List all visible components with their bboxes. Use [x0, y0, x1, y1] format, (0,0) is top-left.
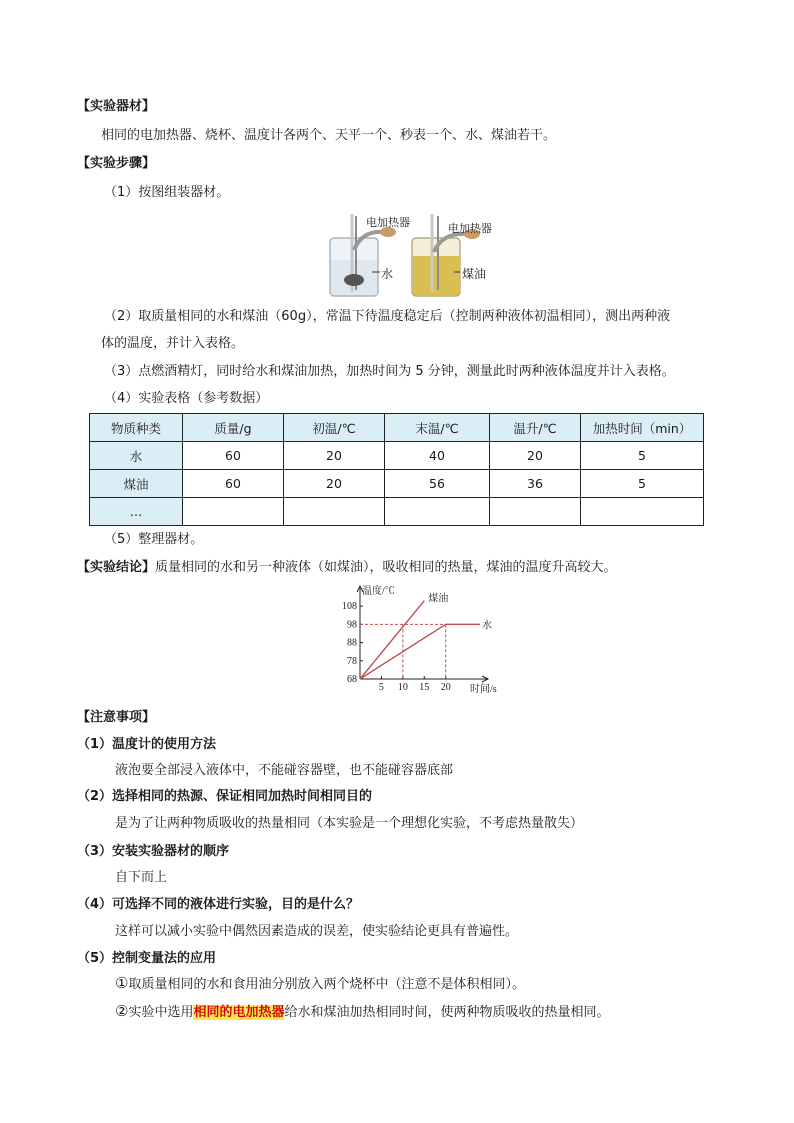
table-cell: 煤油: [90, 470, 183, 498]
steps-heading: 【实验步骤】: [77, 156, 156, 171]
sub-2-highlight: 相同的电加热器: [193, 1005, 285, 1020]
table-cell: 20: [284, 470, 385, 498]
note-1-title: （1）温度计的使用方法: [77, 737, 217, 752]
x-axis-label: 时间/s: [470, 684, 497, 695]
conclusion-text: 质量相同的水和另一种液体（如煤油），吸收相同的热量，煤油的温度升高较大。: [155, 560, 617, 575]
table-cell: 5: [581, 470, 704, 498]
materials-text: 相同的电加热器、烧杯、温度计各两个、天平一个、秒表一个、水、煤油若干。: [101, 128, 557, 143]
y-tick-label: 108: [342, 601, 357, 613]
conclusion: [77, 556, 617, 575]
table-cell: 水: [90, 442, 183, 470]
y-tick-label: 98: [347, 619, 357, 631]
y-tick-label: 88: [347, 637, 357, 649]
note-2-title: （2）选择相同的热源、保证相同加热时间相同目的: [77, 789, 373, 804]
note-5-sub-1: [115, 973, 525, 992]
table-cell: [385, 498, 490, 526]
table-cell: [490, 498, 581, 526]
step-3: （3）点燃酒精灯，同时给水和煤油加热，加热时间为 5 分钟，测量此时两种液体温度并计入表格。: [104, 364, 675, 379]
table-cell: [284, 498, 385, 526]
note-5-sub-2: [115, 1001, 610, 1020]
step-5: （5）整理器材。: [104, 532, 204, 547]
y-axis-label: 温度/℃: [362, 586, 395, 597]
x-tick-label: 15: [419, 682, 430, 693]
note-1-body: 液泡要全部浸入液体中，不能碰容器壁，也不能碰容器底部: [115, 763, 454, 778]
y-tick-label: 78: [347, 655, 357, 667]
step-2-line-2: 体的温度，并计入表格。: [101, 336, 245, 351]
series-line: [360, 601, 424, 679]
label-oil: 煤油: [462, 267, 487, 281]
table-header-cell: 质量/g: [183, 414, 284, 442]
note-5-title: （5）控制变量法的应用: [77, 951, 217, 966]
note-4-body: 这样可以减小实验中偶然因素造成的误差，使实验结论更具有普遍性。: [115, 924, 519, 939]
x-tick-label: 10: [397, 682, 408, 693]
sub-2-pre: 实验中选用: [128, 1005, 194, 1020]
table-cell: 36: [490, 470, 581, 498]
y-tick-label: 68: [347, 674, 357, 685]
sub-1-text: 取质量相同的水和食用油分别放入两个烧杯中（注意不是体积相同）。: [128, 977, 525, 992]
table-cell: …: [90, 498, 183, 526]
table-cell: 60: [183, 470, 284, 498]
table-header-cell: 末温/℃: [385, 414, 490, 442]
note-2-body: 是为了让两种物质吸收的热量相同（本实验是一个理想化实验，不考虑热量散失）: [115, 816, 584, 831]
table-cell: 60: [183, 442, 284, 470]
table-header-cell: 物质种类: [90, 414, 183, 442]
step-4: （4）实验表格（参考数据）: [104, 391, 269, 406]
series-label-water: 水: [482, 620, 492, 632]
conclusion-heading: 【实验结论】: [77, 560, 156, 575]
table-cell: 20: [284, 442, 385, 470]
notes-heading: 【注意事项】: [77, 710, 156, 725]
table-header-cell: 初温/℃: [284, 414, 385, 442]
sub-1-marker: ①: [115, 974, 129, 992]
note-3-body: 自下而上: [115, 870, 168, 885]
step-2-line-1: （2）取质量相同的水和煤油（60g），常温下待温度稳定后（控制两种液体初温相同），测出两种液: [104, 309, 671, 324]
table-cell: 5: [581, 442, 704, 470]
step-1: （1）按图组装器材。: [104, 185, 230, 200]
table-row: [90, 498, 704, 526]
x-tick-label: 5: [378, 682, 384, 693]
series-line: [360, 624, 480, 679]
x-tick-label: 20: [440, 682, 451, 693]
table-cell: 20: [490, 442, 581, 470]
table-header-cell: 加热时间（min）: [581, 414, 704, 442]
note-3-title: （3）安装实验器材的顺序: [77, 844, 230, 859]
table-row: [90, 470, 704, 498]
note-4-title: （4）可选择不同的液体进行实验，目的是什么？: [77, 897, 360, 912]
table-header-row: [90, 414, 704, 442]
table-cell: 56: [385, 470, 490, 498]
table-cell: [183, 498, 284, 526]
materials-heading: 【实验器材】: [77, 99, 156, 114]
data-table: [89, 413, 704, 526]
series-label-oil: 煤油: [428, 593, 449, 605]
label-heater-right: 电加热器: [448, 222, 492, 235]
table-cell: 40: [385, 442, 490, 470]
temperature-chart: [330, 582, 497, 696]
table-row: [90, 442, 704, 470]
table-cell: [581, 498, 704, 526]
label-water: 水: [381, 267, 394, 281]
sub-2-marker: ②: [115, 1002, 129, 1020]
sub-2-post: 给水和煤油加热相同时间，使两种物质吸收的热量相同。: [284, 1005, 610, 1020]
label-heater-left: 电加热器: [366, 216, 410, 229]
table-header-cell: 温升/℃: [490, 414, 581, 442]
